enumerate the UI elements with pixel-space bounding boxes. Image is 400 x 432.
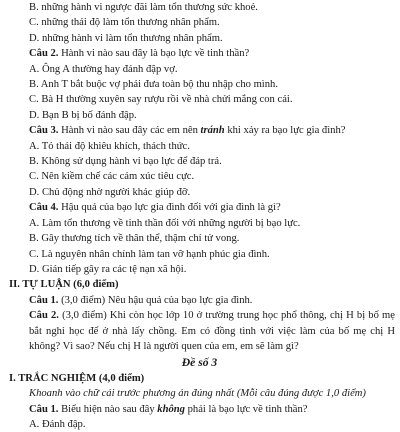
option-line: A. Tỏ thái độ khiêu khích, thách thức. — [29, 140, 190, 152]
essay-heading: II. TỰ LUẬN (6,0 điểm) — [9, 279, 119, 291]
question-label: Câu 1. — [29, 294, 59, 306]
question-4 — [4, 200, 395, 215]
option-line: D. Bạn B bị bố đánh đập. — [29, 109, 137, 121]
essay-question-1 — [4, 293, 395, 308]
option-line: C. Bà H thường xuyên say rượu rồi về nhà chửi mắng con cái. — [29, 94, 293, 106]
question-label: Câu 2. — [29, 48, 59, 60]
question-text: (3,0 điểm) Nêu hậu quả của bạo lực gia đình. — [58, 294, 253, 306]
option-line: C. Là nguyên nhân chính làm tan vỡ hạnh phúc gia đình. — [29, 248, 270, 260]
option-line: D. những hành vi làm tổn thương nhân phẩm. — [29, 32, 223, 44]
option-line: C. Nên kiềm chế các cảm xúc tiêu cực. — [29, 171, 195, 183]
question-label: Câu 1. — [29, 403, 59, 415]
question-label: Câu 4. — [29, 202, 59, 214]
question-text: Hậu quả của bạo lực gia đình đối với gia đình là gì? — [58, 202, 281, 214]
option-line: B. những hành vi ngược đãi làm tổn thương sức khoẻ. — [29, 2, 258, 13]
option-line: B. Gây thương tích về thân thể, thậm chí tử vong. — [29, 233, 240, 245]
question-text: Hành vi nào sau đây là bạo lực về tinh thần? — [58, 48, 250, 60]
question-emphasis: tránh — [200, 125, 225, 137]
question-text: Biểu hiện nào sau đây — [58, 403, 158, 415]
option-line: D. Chủ động nhờ người khác giúp đỡ. — [29, 186, 191, 198]
question-text-end: phải là bạo lực về tinh thần? — [184, 403, 308, 415]
option-line: A. Làm tổn thương về tinh thần đối với những người bị bạo lực. — [29, 217, 301, 229]
multiple-choice-heading: I. TRẮC NGHIỆM (4,0 điểm) — [9, 372, 145, 384]
question-label: Câu 2. — [29, 310, 59, 322]
option-line: A. Ông A thường hay đánh đập vợ. — [29, 63, 178, 75]
cut-off-option-line: A. Đánh đập. — [29, 418, 86, 430]
option-line: B. Anh T bắt buộc vợ phải đưa toàn bộ thu nhập cho mình. — [29, 79, 278, 91]
option-line: B. Không sử dụng hành vi bạo lực để đáp trả. — [29, 156, 222, 168]
question-3 — [4, 123, 395, 138]
question-text: Hành vi nào sau đây các em nên — [58, 125, 201, 137]
essay-question-2 — [4, 308, 395, 354]
question-2 — [4, 46, 395, 61]
question-emphasis: không — [157, 403, 185, 415]
option-line: C. những thái độ làm tổn thương nhân phẩm. — [29, 17, 220, 29]
question-text-end: khi xảy ra bạo lực gia đình? — [224, 125, 346, 137]
question-label: Câu 3. — [29, 125, 59, 137]
exam-title: Đề số 3 — [181, 356, 218, 370]
exam3-question-1 — [4, 402, 395, 417]
question-text: (3,0 điểm) Khi còn học lớp 10 ở trường trung học phổ thông, chị H bị bố mẹ bắt nghỉ học để ở nhà lấy chồng. Em có đồng tình với việc làm của bố mẹ chị H không? Vì sao? Nếu chị H là người quen của em, em sẽ làm gì? — [29, 310, 395, 352]
instruction-text: Khoanh vào chữ cái trước phương án đúng nhất (Mỗi câu đúng được 1,0 điểm) — [29, 388, 366, 400]
option-line: D. Gián tiếp gây ra các tệ nạn xã hội. — [29, 263, 187, 275]
